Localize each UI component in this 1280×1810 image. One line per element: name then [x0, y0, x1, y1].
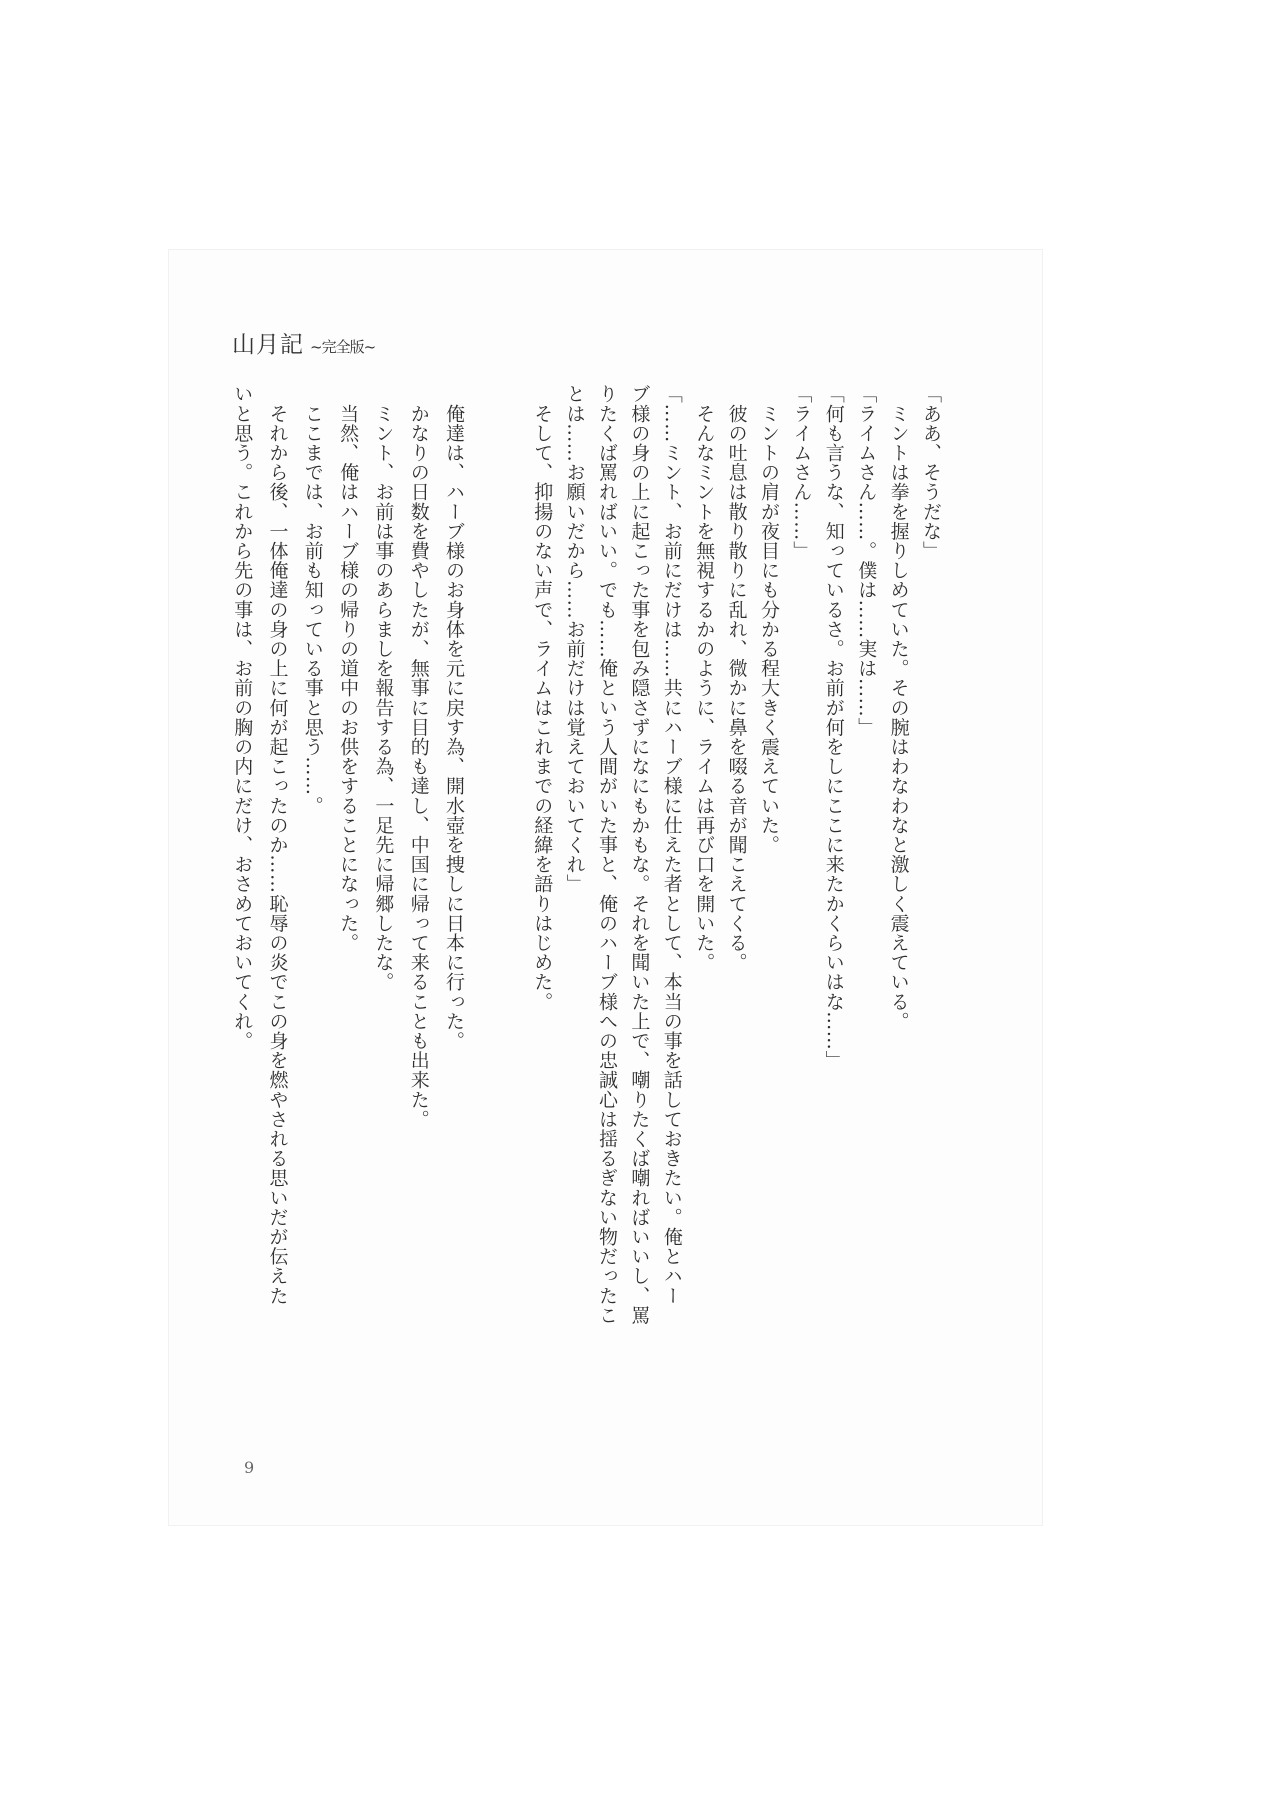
text-column: そして、抑揚のない声で、ライムはこれまでの経緯を語りはじめた。: [531, 384, 554, 1012]
text-column: りたくば罵ればいい。でも……俺という人間がいた事と、俺のハーブ様への忠誠心は揺るぎない物だったこ: [596, 384, 618, 1325]
text-column: 「何も言うな、知っているさ。お前が何をしにここに来たかくらいはな……」: [822, 384, 845, 1070]
text-column: いと思う。これから先の事は、お前の胸の内にだけ、おさめておいてくれ。: [231, 384, 254, 1051]
text-column: 彼の吐息は散り散りに乱れ、微かに鼻を啜る音が聞こえてくる。: [725, 384, 748, 972]
text-column: ミントは拳を握りしめていた。その腕はわなわなと激しく震えている。: [887, 384, 910, 1031]
text-column: とは……お願いだから……お前だけは覚えておいてくれ」: [563, 384, 586, 894]
text-column: ミント、お前は事のあらましを報告する為、一足先に帰郷したな。: [372, 384, 395, 992]
text-column: 「ライムさん……。僕は……実は……」: [855, 384, 878, 737]
text-column: ここまでは、お前も知っている事と思う……。: [301, 384, 324, 816]
text-column: それから後、一体俺達の身の上に何が起こったのか……恥辱の炎でこの身を燃やされる思いだが伝えた: [266, 384, 289, 1306]
text-column: 当然、俺はハーブ様の帰りの道中のお供をすることになった。: [337, 384, 360, 953]
text-column: 「……ミント、お前にだけは……共にハーブ様に仕えた者として、本当の事を話しておきたい。俺とハー: [660, 384, 683, 1306]
text-column: 「ああ、そうだな」: [920, 384, 942, 561]
text-column: 俺達は、ハーブ様のお身体を元に戻す為、開水壺を捜しに日本に行った。: [443, 384, 465, 1051]
page-number: 9: [244, 1458, 255, 1477]
text-column: ミントの肩が夜目にも分かる程大きく震えていた。: [758, 384, 780, 855]
text-column: そんなミントを無視するかのように、ライムは再び口を開いた。: [693, 384, 716, 972]
text-column: かなりの日数を費やしたが、無事に目的も達し、中国に帰って来ることも出来た。: [407, 384, 430, 1129]
text-column: ブ様の身の上に起こった事を包み隠さずになにもかもな。それを聞いた上で、嘲りたくば嘲ればいいし、罵: [628, 384, 651, 1325]
book-title: 山月記: [232, 332, 304, 358]
running-header: [232, 326, 375, 359]
text-column: 「ライムさん……」: [790, 384, 813, 561]
book-subtitle: ~完全版~: [310, 338, 376, 356]
